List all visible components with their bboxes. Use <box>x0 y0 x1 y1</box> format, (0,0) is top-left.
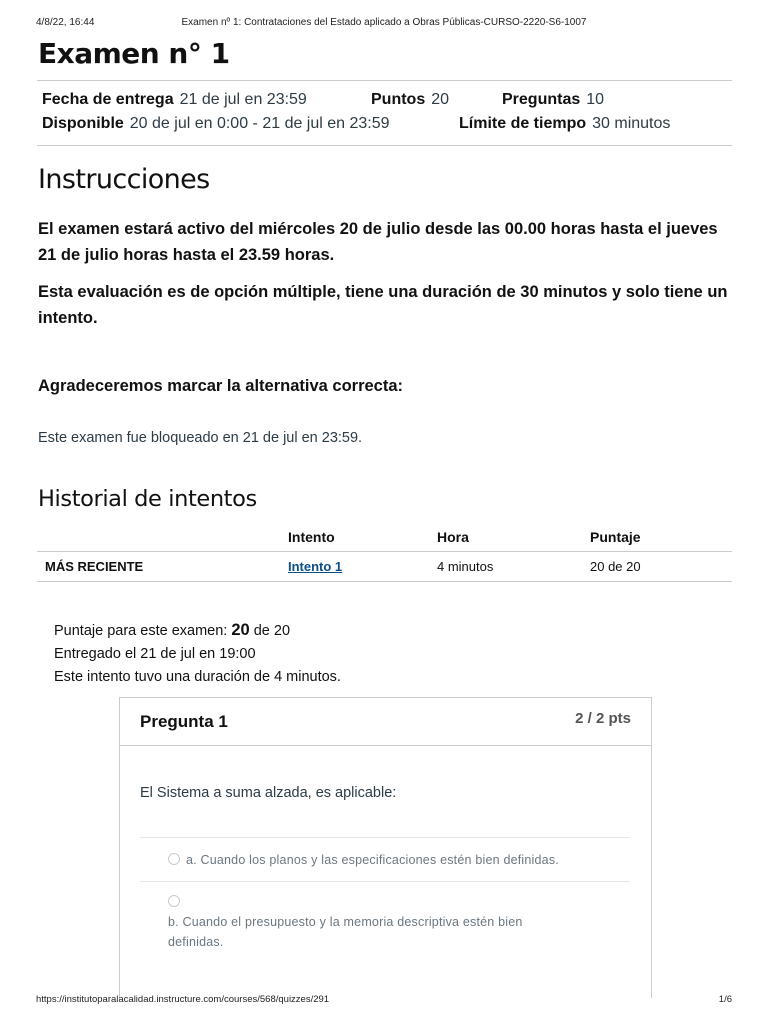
answer-label: a. Cuando los planos y las especificaciones estén bien definidas. <box>186 853 559 867</box>
due-date-label: Fecha de entrega <box>42 91 174 108</box>
locked-notice: Este examen fue bloqueado en 21 de jul en 23:59. <box>38 430 363 446</box>
score-total: de 20 <box>249 623 291 639</box>
question-points: 2 / 2 pts <box>575 710 631 727</box>
points-label: Puntos <box>371 91 426 108</box>
print-url: https://institutoparalacalidad.instructure.com/courses/568/quizzes/291 <box>36 994 330 1005</box>
answer-option[interactable] <box>168 892 558 952</box>
table-header-row <box>37 523 732 552</box>
attempt-score: 20 de 20 <box>590 552 732 582</box>
page-number: 1/6 <box>718 994 732 1005</box>
column-header: Puntaje <box>590 523 732 552</box>
questions-count <box>502 91 604 109</box>
print-header <box>0 17 768 31</box>
score-summary <box>54 619 341 689</box>
questions-value: 10 <box>586 91 605 108</box>
radio-icon[interactable] <box>168 853 180 865</box>
column-header: Hora <box>437 523 590 552</box>
score-line <box>54 619 341 643</box>
submitted-line: Entregado el 21 de jul en 19:00 <box>54 646 256 662</box>
question-title: Pregunta 1 <box>140 712 228 731</box>
print-date: 4/8/22, 16:44 <box>36 17 95 28</box>
history-heading: Historial de intentos <box>38 486 257 512</box>
answer-divider <box>140 881 630 882</box>
answer-option[interactable] <box>168 850 608 870</box>
time-limit-value: 30 minutos <box>592 115 671 132</box>
instructions-paragraph: El examen estará activo del miércoles 20 de julio desde las 00.00 horas hasta el jueves 21 de julio horas hasta el 23.59 horas. <box>38 220 718 264</box>
attempt-link[interactable]: Intento 1 <box>288 559 343 574</box>
attempt-time: 4 minutos <box>437 552 590 582</box>
question-card <box>119 697 652 998</box>
table-row <box>37 552 732 582</box>
answer-divider <box>140 837 630 838</box>
score-value: 20 <box>231 621 250 639</box>
instructions-paragraph: Agradeceremos marcar la alternativa correcta: <box>38 377 404 395</box>
duration-line: Este intento tuvo una duración de 4 minutos. <box>54 669 341 685</box>
instructions-heading: Instrucciones <box>38 164 210 195</box>
question-header <box>120 698 651 746</box>
score-label: Puntaje para este examen: <box>54 623 232 639</box>
print-footer <box>0 994 768 1008</box>
print-document-title: Examen nº 1: Contrataciones del Estado aplicado a Obras Públicas-CURSO-2220-S6-1007 <box>181 17 587 28</box>
points <box>371 91 449 109</box>
page-title: Examen n° 1 <box>38 37 230 70</box>
due-date-value: 21 de jul en 23:59 <box>179 91 307 108</box>
instructions-paragraph: Esta evaluación es de opción múltiple, tiene una duración de 30 minutos y solo tiene un intento. <box>38 283 728 327</box>
points-value: 20 <box>431 91 450 108</box>
attempt-status: MÁS RECIENTE <box>37 552 288 582</box>
availability-value: 20 de jul en 0:00 - 21 de jul en 23:59 <box>129 115 390 132</box>
time-limit-label: Límite de tiempo <box>459 115 587 132</box>
questions-label: Preguntas <box>502 91 581 108</box>
column-header <box>37 523 288 552</box>
availability-label: Disponible <box>42 115 124 132</box>
radio-icon[interactable] <box>168 895 180 907</box>
column-header: Intento <box>288 523 437 552</box>
time-limit <box>459 115 670 133</box>
divider <box>37 80 732 81</box>
availability <box>42 115 390 133</box>
divider <box>37 145 732 146</box>
due-date <box>42 91 307 109</box>
attempt-history-table <box>37 523 732 582</box>
answer-label: b. Cuando el presupuesto y la memoria descriptiva estén bien definidas. <box>168 915 523 949</box>
question-text: El Sistema a suma alzada, es aplicable: <box>140 785 397 801</box>
attempt-cell <box>288 552 437 582</box>
